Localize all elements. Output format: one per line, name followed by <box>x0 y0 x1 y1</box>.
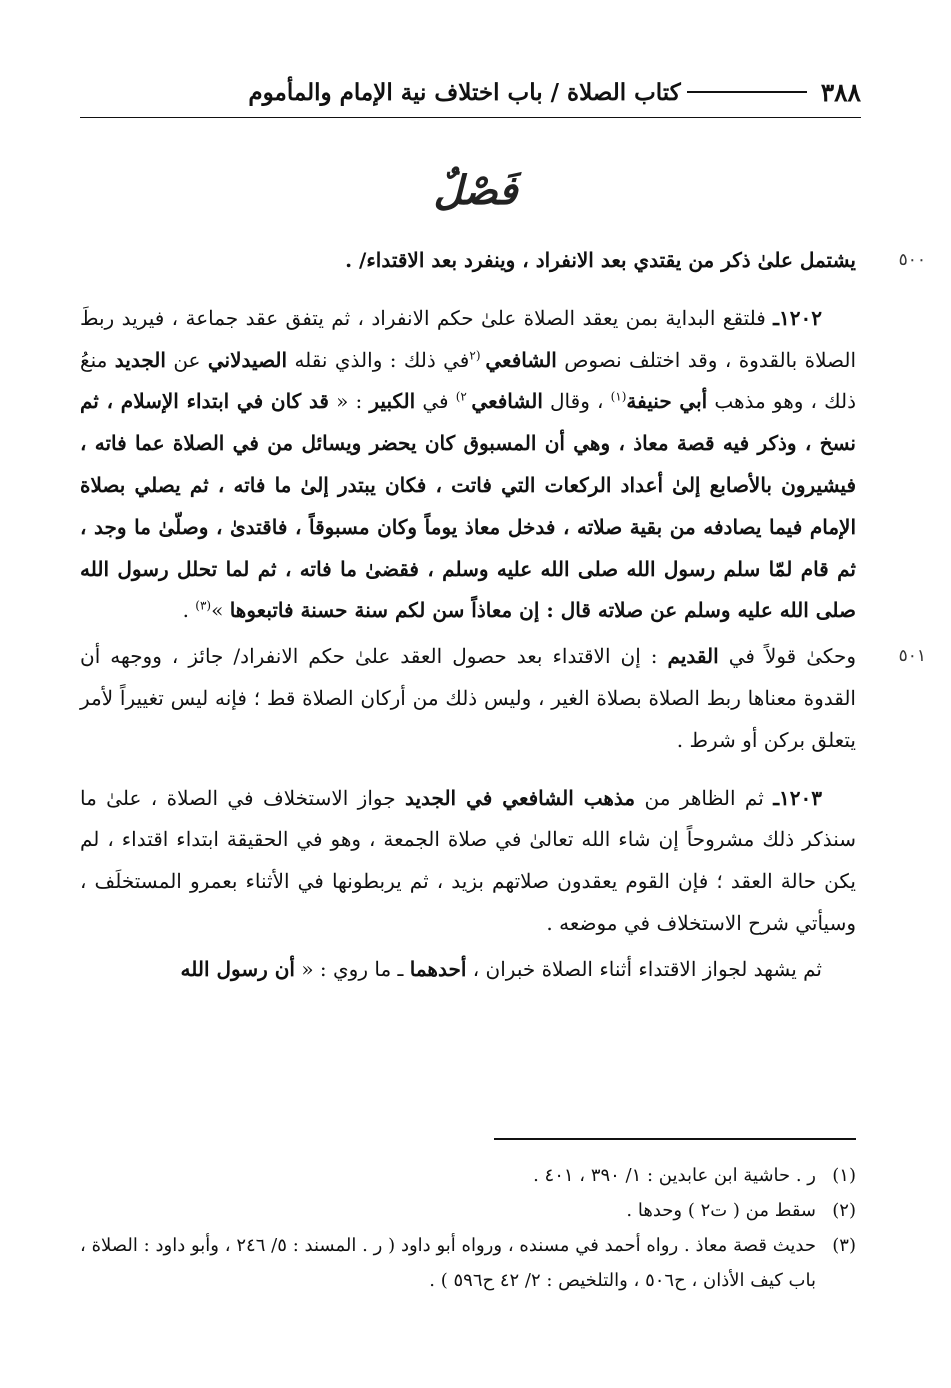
footnotes <box>80 1158 856 1298</box>
text-run: . <box>182 598 196 623</box>
heading-text: يشتمل علىٰ ذكر من يقتدي بعد الانفراد ، وينفرد بعد الاقتداء/ . <box>345 248 856 272</box>
text-run: ـ ما روي : « <box>294 956 410 981</box>
bold-run: أن رسول الله <box>180 956 295 981</box>
footnote-text: ر . حاشية ابن عابدين : ١/ ٣٩٠ ، ٤٠١ . <box>533 1165 816 1186</box>
text-run: ثم يشهد لجواز الاقتداء أثناء الصلاة خبران ، <box>466 956 822 981</box>
paragraph-1202 <box>80 298 856 632</box>
bold-run: مذهب الشافعي في الجديد <box>404 785 636 810</box>
margin-number: ٥٠١ <box>898 646 926 667</box>
footnote-separator <box>494 1138 856 1140</box>
text-run: عن <box>165 347 208 372</box>
text-run: » <box>211 598 230 623</box>
text-run: : إن الاقتداء بعد حصول العقد علىٰ حكم الانفراد/ جائز ، ووجهه أن القدوة معناها ربط الصلاة بصلاة الغير ، وليس ذلك من أركان الصلاة قط ؛ فإنه ليس تغييراً لأمر يتعلق بركن أو شرط . <box>80 644 856 752</box>
footnote-2 <box>80 1193 856 1228</box>
footnote-text: سقط من ( ت٢ ) وحدها . <box>626 1200 816 1221</box>
text-run: ، وقال <box>542 389 611 414</box>
footnote-1 <box>80 1158 856 1193</box>
footnote-text: حديث قصة معاذ . رواه أحمد في مسنده ، ورواه أبو داود ( ر . المسند : ٥/ ٢٤٦ ، وأبو داود : الصلاة ، باب كيف الأذان ، ح٥٠٦ ، والتلخيص : ٢/ ٤٢ ح٥٩٦ ) . <box>80 1235 816 1291</box>
text-run: في <box>415 389 456 414</box>
header-dash <box>687 91 807 93</box>
page-number: ٣٨٨ <box>820 77 861 107</box>
paragraph-number: ١٢٠٣ـ <box>773 785 823 810</box>
running-header <box>80 72 861 112</box>
paragraph-1203 <box>80 778 856 945</box>
footnote-ref: (٢ <box>469 347 486 362</box>
section-heading <box>80 240 926 282</box>
text-run: : « <box>329 389 370 414</box>
footnote-number: (٢) <box>832 1200 856 1221</box>
bold-run: الشافعي <box>485 347 557 372</box>
footnote-ref: (٣) <box>195 598 212 613</box>
bold-run: أبي حنيفة <box>626 389 708 414</box>
footnote-ref: ٢) <box>455 389 472 404</box>
text-run: جواز الاستخلاف في الصلاة ، علىٰ ما سنذكر ذلك مشروحاً إن شاء الله تعالىٰ في صلاة الجمعة ، وهو في الحقيقة ابتداء اقتداء ، لم يكن حالة العقد ؛ فإن القوم يعقدون صلاتهم بزيد ، ثم يربطونها في الأثناء بعمرو المستخلَف ، وسيأتي شرح الاستخلاف في موضعه . <box>80 785 856 935</box>
text-run: في ذلك : والذي نقله <box>287 347 470 372</box>
bold-run: القديم <box>667 644 719 669</box>
bold-run: أحدهما <box>409 956 467 981</box>
running-title: كتاب الصلاة / باب اختلاف نية الإمام والمأموم <box>248 78 681 106</box>
text-run: منعُ ذلك ، وهو مذهب <box>80 347 857 414</box>
main-text <box>80 240 926 991</box>
paragraph-number: ١٢٠٢ـ <box>773 305 822 330</box>
text-run: فلتقع البداية بمن يعقد الصلاة علىٰ حكم الانفراد ، ثم يتفق عقد جماعة ، فيريد ربطَ الصلاة بالقدوة ، وقد اختلف نصوص <box>80 305 857 372</box>
paragraph-501 <box>80 636 926 761</box>
bold-run: الشافعي <box>471 389 543 414</box>
footnote-3 <box>80 1228 856 1298</box>
header-rule <box>80 117 861 118</box>
text-run: وحكىٰ قولاً في <box>718 644 856 669</box>
bold-run: الكبير <box>369 389 416 414</box>
text-run: ثم الظاهر من <box>635 785 774 810</box>
margin-number: ٥٠٠ <box>898 250 926 270</box>
bold-run: الصيدلاني <box>207 347 288 372</box>
footnote-number: (٣) <box>832 1235 856 1256</box>
section-title: فَصْلٌ <box>433 168 518 214</box>
bold-run: الجديد <box>114 347 166 372</box>
paragraph-last <box>80 949 856 991</box>
footnote-ref: (١) <box>610 389 627 404</box>
footnote-number: (١) <box>832 1165 856 1186</box>
bold-run: قد كان في ابتداء الإسلام ، ثم نسخ ، وذكر فيه قصة معاذ ، وهي أن المسبوق كان يحضر ويسائل من في الصلاة عما فاته ، فيشيرون بالأصابع إلىٰ أعداد الركعات التي فاتت ، فكان يبتدر إلىٰ ما فاته ، ثم يصلي بصلاة الإمام فيما يصادفه من بقية صلاته ، فدخل معاذ يوماً وكان مسبوقاً ، فاقتدىٰ ، وصلّىٰ ما وجد ، ثم قام لمّا سلم رسول الله صلى الله عليه وسلم ، فقضىٰ ما فاته ، ثم لما تحلل رسول الله صلى الله عليه وسلم عن صلاته قال : إن معاذاً سن لكم سنة حسنة فاتبعوها <box>80 389 856 623</box>
